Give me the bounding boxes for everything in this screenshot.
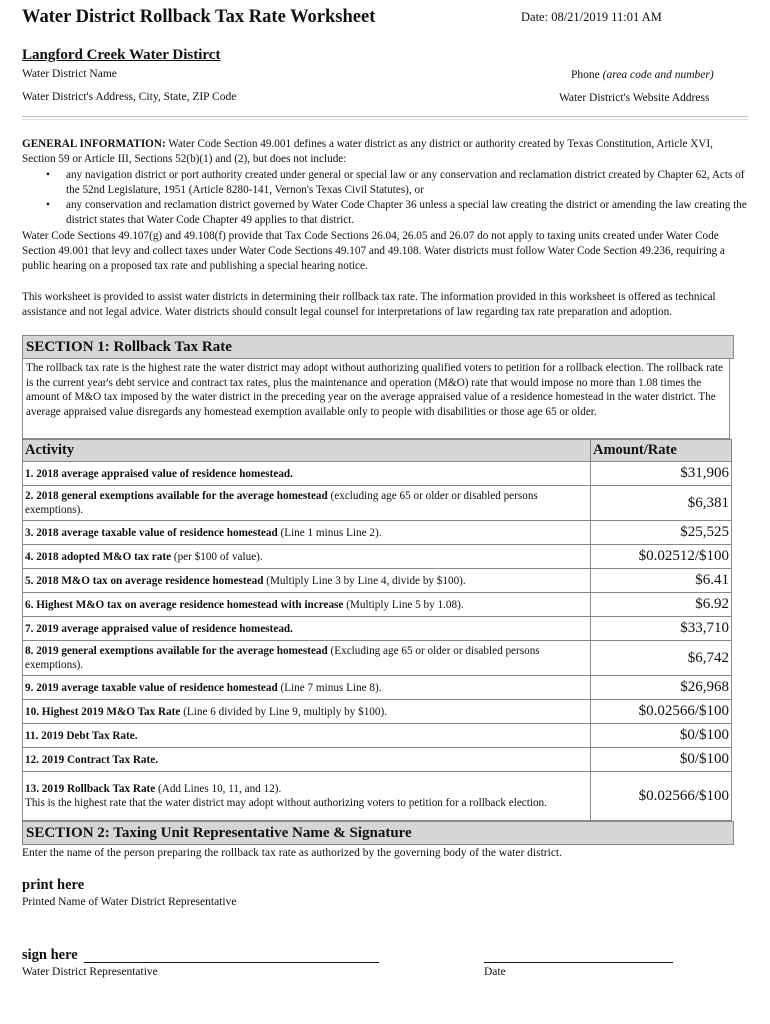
exclusion-item-2: • any conservation and reclamation district governed by Water Code Chapter 36 unless a special law creating the district or amending the law creating the district states that Water Code Chapter 49 applies to that district.: [66, 198, 748, 229]
header-rule-2: [22, 119, 748, 120]
activity-cell: [23, 486, 591, 521]
amount-cell: $33,710: [591, 617, 732, 641]
general-intro-text: Water Code Section 49.001 defines a water district as any district or authority created by Texas Constitution, Article XVI, Section 59 or Article III, Sections 52(b)(1) and (2), but does not include:: [22, 138, 713, 166]
table-row: [23, 724, 732, 748]
activity-title: 6. Highest M&O tax on average residence homestead with increase: [25, 598, 344, 611]
print-here-label: print here: [22, 877, 85, 893]
general-heading: GENERAL INFORMATION:: [22, 138, 166, 150]
activity-title: 9. 2019 average taxable value of residence homestead: [25, 681, 278, 694]
activity-note: (Excluding age 65 or older or disabled persons exemptions).: [25, 645, 540, 671]
activity-note: (Multiply Line 5 by 1.08).: [343, 598, 464, 611]
activity-cell: [23, 676, 591, 700]
activity-cell: [23, 772, 591, 821]
activity-title: 2. 2018 general exemptions available for the average homestead: [25, 490, 328, 502]
amount-cell: $26,968: [591, 676, 732, 700]
activity-extra: This is the highest rate that the water district may adopt without authorizing voters to petition for a rollback election.: [25, 797, 547, 809]
col-activity: Activity: [23, 440, 591, 462]
section2-heading: SECTION 2: Taxing Unit Representative Name & Signature: [22, 821, 734, 845]
amount-cell: $0.02512/$100: [591, 545, 732, 569]
activity-note: (Line 1 minus Line 2).: [277, 526, 382, 539]
activity-title: 8. 2019 general exemptions available for the average homestead: [25, 645, 328, 657]
amount-cell: $6,381: [591, 486, 732, 521]
sign-here-label: sign here: [22, 947, 78, 963]
phone-label: [571, 69, 714, 81]
table-row: [23, 545, 732, 569]
activity-title: 4. 2018 adopted M&O tax rate: [25, 550, 172, 563]
table-row: [23, 700, 732, 724]
activity-note: (excluding age 65 or older or disabled persons exemptions).: [25, 490, 538, 516]
activity-cell: [23, 521, 591, 545]
col-amount: Amount/Rate: [591, 440, 732, 462]
table-row: [23, 748, 732, 772]
amount-cell: $0.02566/$100: [591, 700, 732, 724]
table-row: [23, 617, 732, 641]
table-row: [23, 593, 732, 617]
table-row: [23, 486, 732, 521]
activity-note: (Line 6 divided by Line 9, multiply by $100).: [180, 705, 388, 718]
amount-cell: $0.02566/$100: [591, 772, 732, 821]
amount-cell: $6,742: [591, 641, 732, 676]
general-information: [22, 137, 748, 320]
activity-note: (Multiply Line 3 by Line 4, divide by $100).: [263, 574, 466, 587]
exclusion-item-1: • any navigation district or port authority created under general or special law or any conservation and reclamation district created by Chapter 62, Acts of the 52nd Legislature, 1951 (Article 8280-141, Vernon's Texas Civil Statutes), or: [66, 168, 748, 199]
date-label: Date: [484, 966, 506, 978]
activity-cell: [23, 545, 591, 569]
phone-hint: (area code and number): [602, 69, 714, 81]
amount-cell: $25,525: [591, 521, 732, 545]
section1-description: The rollback tax rate is the highest rate the water district may adopt without authorizing qualified voters to petition for a rollback election. The rollback rate is the current year's debt service and contract tax rates, plus the maintenance and operation (M&O) rate that would impose no more than 1.08 times the amount of M&O tax imposed by the water district in the preceding year on the average appraised value of a residence homestead in the water district. The average appraised value disregards any homestead exemption available only to people with disabilities or those age 65 or older.: [22, 358, 730, 439]
header-rule: [22, 116, 748, 117]
activity-note: (Add Lines 10, 11, and 12).: [155, 783, 282, 795]
activity-note: (per $100 of value).: [171, 550, 263, 563]
amount-cell: $6.41: [591, 569, 732, 593]
section1-heading: SECTION 1: Rollback Tax Rate: [22, 335, 734, 359]
activity-title: 5. 2018 M&O tax on average residence homestead: [25, 574, 264, 587]
activity-cell: [23, 641, 591, 676]
activity-title: 1. 2018 average appraised value of residence homestead.: [25, 467, 293, 480]
general-para-2: Water Code Sections 49.107(g) and 49.108(f) provide that Tax Code Sections 26.04, 26.05 and 26.07 do not apply to taxing units created under Water Code Section 49.001 that levy and collect taxes under Water Code Sections 49.107 and 49.108. Water districts must follow Water Code Section 49.236, requiring a public hearing on a proposed tax rate and publishing a special hearing notice.: [22, 229, 725, 273]
exclusion-list: [22, 168, 748, 229]
table-row: [23, 521, 732, 545]
table-row: [23, 569, 732, 593]
date-line[interactable]: [484, 962, 673, 963]
activity-cell: [23, 617, 591, 641]
section2-description: Enter the name of the person preparing the rollback tax rate as authorized by the governing body of the water district.: [22, 847, 562, 859]
activity-cell: [23, 569, 591, 593]
representative-label: Water District Representative: [22, 966, 158, 978]
printed-name-label: Printed Name of Water District Representative: [22, 896, 237, 908]
activity-title: 12. 2019 Contract Tax Rate.: [25, 753, 158, 766]
amount-cell: $31,906: [591, 462, 732, 486]
activity-cell: [23, 593, 591, 617]
activity-title: 7. 2019 average appraised value of residence homestead.: [25, 622, 293, 635]
worksheet-table: [22, 439, 732, 821]
address-label: Water District's Address, City, State, ZIP Code: [22, 91, 237, 103]
activity-title: 13. 2019 Rollback Tax Rate: [25, 783, 156, 795]
table-row: [23, 462, 732, 486]
activity-cell: [23, 462, 591, 486]
website-label: Water District's Website Address: [559, 92, 710, 104]
activity-note: (Line 7 minus Line 8).: [277, 681, 382, 694]
amount-cell: $6.92: [591, 593, 732, 617]
activity-title: 10. Highest 2019 M&O Tax Rate: [25, 705, 181, 718]
activity-cell: [23, 700, 591, 724]
activity-cell: [23, 748, 591, 772]
phone-label-text: Phone: [571, 69, 600, 81]
general-intro: [22, 137, 748, 168]
district-name-label: Water District Name: [22, 68, 117, 80]
activity-title: 11. 2019 Debt Tax Rate.: [25, 729, 138, 742]
date-stamp: Date: 08/21/2019 11:01 AM: [521, 10, 662, 24]
table-row: [23, 772, 732, 821]
table-header-row: [23, 440, 732, 462]
general-para-3: This worksheet is provided to assist water districts in determining their rollback tax rate. The information provided in this worksheet is offered as technical assistance and not legal advice. Water districts should consult legal counsel for interpretations of law regarding tax rate preparation and adoption.: [22, 290, 716, 318]
amount-cell: $0/$100: [591, 724, 732, 748]
page-title: Water District Rollback Tax Rate Worksheet: [22, 7, 376, 27]
table-row: [23, 676, 732, 700]
activity-cell: [23, 724, 591, 748]
table-row: [23, 641, 732, 676]
district-name: Langford Creek Water Distirct: [22, 47, 221, 63]
amount-cell: $0/$100: [591, 748, 732, 772]
signature-line[interactable]: [84, 962, 379, 963]
activity-title: 3. 2018 average taxable value of residence homestead: [25, 526, 278, 539]
